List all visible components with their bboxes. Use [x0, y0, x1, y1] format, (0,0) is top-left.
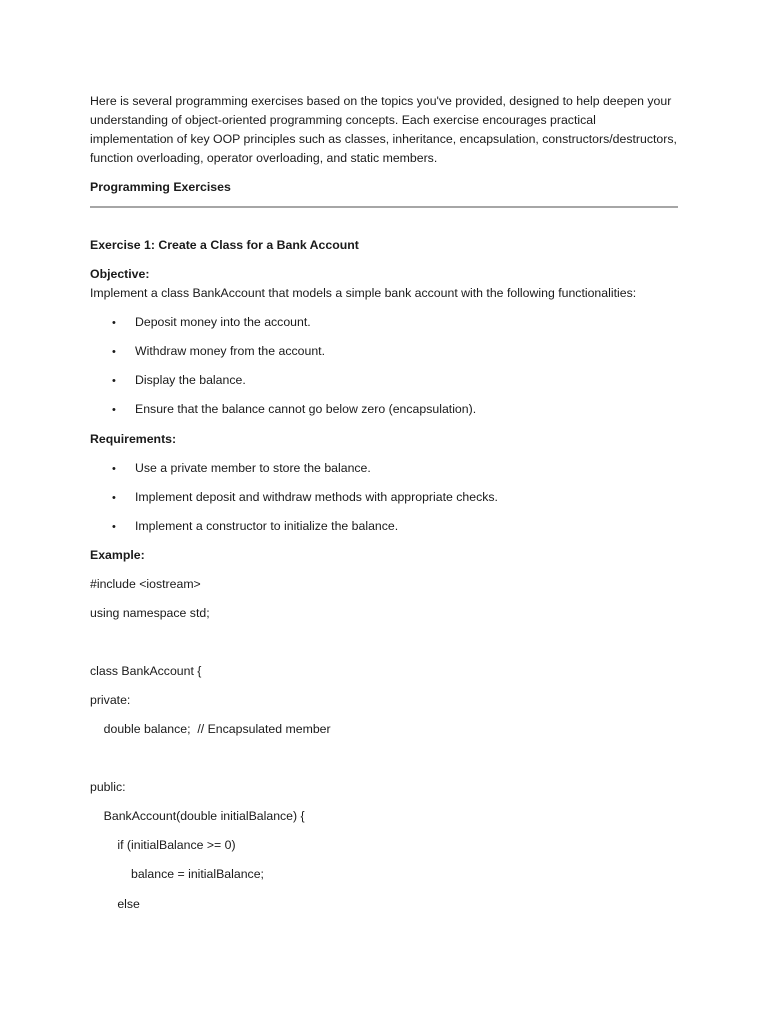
- code-line: if (initialBalance >= 0): [90, 838, 236, 852]
- list-item: [112, 400, 476, 420]
- bullet-icon: •: [112, 463, 116, 475]
- list-item: [112, 342, 325, 362]
- code-line: #include <iostream>: [90, 577, 201, 591]
- objective-text: Implement a class BankAccount that models a simple bank account with the following functionalities:: [90, 286, 637, 300]
- horizontal-rule: [90, 206, 678, 208]
- code-line: private:: [90, 693, 131, 707]
- requirements-label: Requirements:: [90, 432, 177, 446]
- bullet-icon: •: [112, 521, 116, 533]
- list-item: [112, 459, 371, 479]
- code-line: balance = initialBalance;: [90, 867, 264, 881]
- exercise-title: Exercise 1: Create a Class for a Bank Account: [90, 238, 359, 252]
- list-item: [112, 313, 311, 333]
- list-item-text: Display the balance.: [135, 373, 246, 387]
- code-line: double balance; // Encapsulated member: [90, 722, 331, 736]
- objective-label: Objective:: [90, 267, 150, 281]
- list-item-text: Use a private member to store the balance.: [135, 461, 371, 475]
- list-item-text: Implement deposit and withdraw methods with appropriate checks.: [135, 490, 498, 504]
- list-item-text: Implement a constructor to initialize the balance.: [135, 519, 399, 533]
- bullet-icon: •: [112, 404, 116, 416]
- bullet-icon: •: [112, 346, 116, 358]
- list-item-text: Withdraw money from the account.: [135, 344, 325, 358]
- list-item-text: Deposit money into the account.: [135, 315, 311, 329]
- list-item: [112, 517, 398, 537]
- bullet-icon: •: [112, 375, 116, 387]
- code-line: BankAccount(double initialBalance) {: [90, 809, 305, 823]
- list-item: [112, 371, 246, 391]
- intro-paragraph: Here is several programming exercises based on the topics you've provided, designed to help deepen your understanding of object-oriented programming concepts. Each exercise encourages practical implementation of key OOP principles such as classes, inheritance, encapsulation, constructors/destructors, function overloading, operator overloading, and static members.: [90, 94, 677, 165]
- list-item-text: Ensure that the balance cannot go below zero (encapsulation).: [135, 402, 477, 416]
- code-line: using namespace std;: [90, 606, 210, 620]
- list-item: [112, 488, 498, 508]
- section-title: Programming Exercises: [90, 180, 231, 194]
- code-line: class BankAccount {: [90, 664, 202, 678]
- example-label: Example:: [90, 548, 145, 562]
- code-line: else: [90, 897, 140, 911]
- bullet-icon: •: [112, 492, 116, 504]
- bullet-icon: •: [112, 317, 116, 329]
- code-line: public:: [90, 780, 126, 794]
